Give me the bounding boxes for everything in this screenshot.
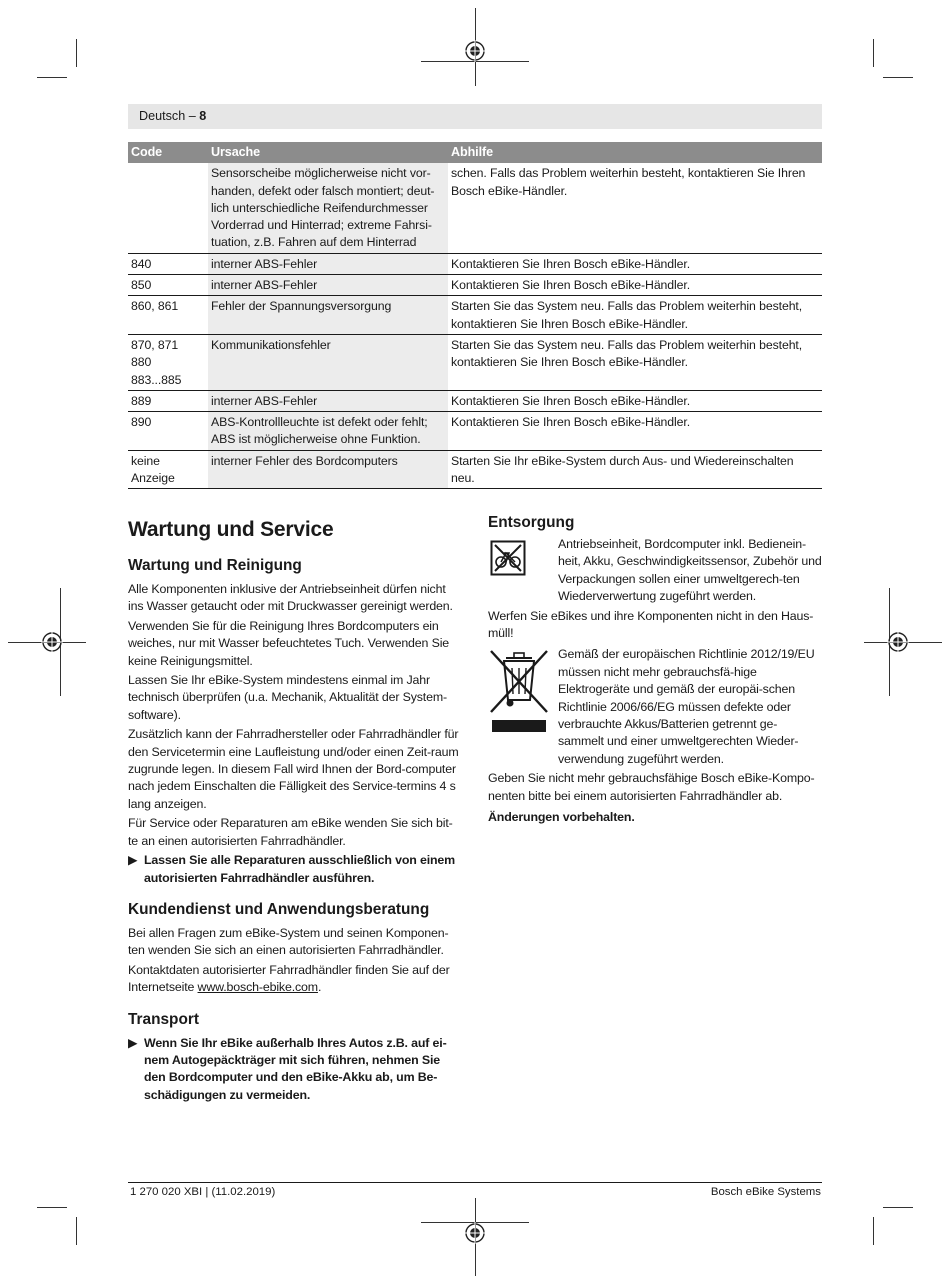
cause-cell: interner ABS-Fehler	[208, 275, 448, 296]
remedy-cell: Starten Sie das System neu. Falls das Problem weiterhin besteht, kontaktieren Sie Ihren Bosch eBike-Händler.	[448, 296, 822, 335]
maintenance-paragraph: Verwenden Sie für die Reinigung Ihres Bordcomputers ein weiches, nur mit Wasser befeuchtetes Tuch. Verwenden Sie keine Reinigungsmittel.	[128, 618, 450, 668]
crop-mark	[37, 1207, 67, 1208]
cause-cell: interner Fehler des Bordcomputers	[208, 450, 448, 489]
cause-cell: Sensorscheibe möglicherweise nicht vor-handen, defekt oder falsch montiert; deut-lich unterschiedliche Reifendurchmesser Vorderrad und Hinterrad; extreme Fahrsi-tuation, z.B. Fahren auf dem Hinterrad	[208, 163, 448, 253]
transport-heading: Transport	[128, 1010, 199, 1028]
crop-mark	[37, 77, 67, 78]
bullet-triangle-icon: ▶	[128, 1035, 138, 1050]
table-row	[128, 450, 822, 489]
cause-cell: ABS-Kontrollleuchte ist defekt oder fehlt; ABS ist möglicherweise ohne Funktion.	[208, 412, 448, 451]
disposal-paragraph: Gemäß der europäischen Richtlinie 2012/19/EU müssen nicht mehr gebrauchsfä-hige Elektrogeräte und gemäß der europäi-schen Richtlinie 2006/66/EG müssen defekte oder verbrauchte Akkus/Batterien getrennt ge-sammelt und einer umweltgerechten Wieder-verwendung zugeführt werden.	[558, 647, 815, 766]
remedy-cell: Kontaktieren Sie Ihren Bosch eBike-Händler.	[448, 412, 822, 451]
right-column	[488, 512, 822, 829]
footer-doc-info: 1 270 020 XBI | (11.02.2019)	[130, 1186, 276, 1198]
disposal-heading: Entsorgung	[488, 514, 575, 531]
customer-service-heading: Kundendienst und Anwendungsberatung	[128, 900, 430, 918]
table-row	[128, 275, 822, 296]
left-column	[128, 512, 462, 1106]
crop-mark	[76, 1217, 77, 1245]
crop-mark	[76, 39, 77, 67]
footer-company: Bosch eBike Systems	[710, 1186, 821, 1198]
code-cell: 890	[128, 412, 208, 451]
maintenance-paragraph: Zusätzlich kann der Fahrradhersteller oder Fahrradhändler für den Servicetermin eine Laufleistung und/oder einen Zeit-raum zugrunde legen. In diesem Fall wird Ihnen der Bord-computer nach jedem Einschalten die Fälligkeit des Service-termins 4 s lang anzeigen.	[128, 727, 459, 811]
table-row	[128, 412, 822, 451]
code-cell	[128, 163, 208, 253]
cause-cell: interner ABS-Fehler	[208, 253, 448, 274]
maintenance-heading: Wartung und Reinigung	[128, 557, 302, 574]
maintenance-paragraph: Alle Komponenten inklusive der Antriebseinheit dürfen nicht ins Wasser getaucht oder mit Druckwasser gereinigt werden.	[128, 582, 453, 614]
recycle-bike-icon	[490, 540, 526, 576]
customer-service-paragraph	[128, 962, 462, 997]
maintenance-paragraph: Für Service oder Reparaturen am eBike wenden Sie sich bit-te an einen autorisierten Fahrradhändler.	[128, 816, 453, 848]
cause-cell: Fehler der Spannungsversorgung	[208, 296, 448, 335]
bullet-triangle-icon: ▶	[128, 853, 138, 868]
registration-mark-icon	[464, 1222, 486, 1244]
remedy-cell: Kontaktieren Sie Ihren Bosch eBike-Händler.	[448, 253, 822, 274]
remedy-cell: Kontaktieren Sie Ihren Bosch eBike-Händler.	[448, 390, 822, 411]
changes-reserved-note: Änderungen vorbehalten.	[488, 810, 635, 825]
customer-service-paragraph: Bei allen Fragen zum eBike-System und seinen Komponen-ten wenden Sie sich an einen autorisierten Fahrradhändler.	[128, 925, 449, 958]
doc-date: (11.02.2019)	[211, 1186, 276, 1198]
error-code-table	[128, 142, 822, 489]
column-header-remedy: Abhilfe	[448, 142, 822, 163]
remedy-cell: Starten Sie Ihr eBike-System durch Aus- und Wiedereinschalten neu.	[448, 450, 822, 489]
contact-text-end: .	[317, 980, 322, 995]
transport-warning-text: Wenn Sie Ihr eBike außerhalb Ihres Autos z.B. auf ei-nem Autogepäckträger mit sich führen, nehmen Sie den Bordcomputer und den eBike-Akku ab, um Be-schädigungen zu vermeiden.	[144, 1035, 447, 1102]
crop-mark	[873, 39, 874, 67]
contact-text: Kontaktdaten autorisierter Fahrradhändler finden Sie auf der Internetseite	[128, 962, 450, 995]
cause-cell: Kommunikationsfehler	[208, 334, 448, 390]
table-row	[128, 334, 822, 390]
table-header-row	[128, 142, 822, 163]
section-title: Wartung und Service	[128, 518, 334, 541]
disposal-paragraph: Geben Sie nicht mehr gebrauchsfähige Bosch eBike-Kompo-nenten bitte bei einem autorisierten Fahrradhändler ab.	[488, 771, 815, 803]
code-cell: 840	[128, 253, 208, 274]
crop-mark	[883, 1207, 913, 1208]
column-header-code: Code	[128, 142, 208, 163]
registration-mark-icon	[464, 40, 486, 62]
crop-mark	[883, 77, 913, 78]
code-cell: 860, 861	[128, 296, 208, 335]
page-header	[128, 104, 822, 129]
maintenance-paragraph: Lassen Sie Ihr eBike-System mindestens einmal im Jahr technisch überprüfen (u.a. Mechanik, Aktualität der System-software).	[128, 673, 447, 722]
table-row	[128, 163, 822, 253]
disposal-weee-block	[488, 646, 822, 768]
disposal-paragraph: Antriebseinheit, Bordcomputer inkl. Bedienein-heit, Akku, Geschwindigkeitssensor, Zubehör und Verpackungen sollen einer umweltgerech-ten Wiederverwertung zugeführt werden.	[558, 537, 822, 604]
doc-number: 1 270 020 XBI	[130, 1186, 203, 1198]
remedy-cell: Kontaktieren Sie Ihren Bosch eBike-Händler.	[448, 275, 822, 296]
cause-cell: interner ABS-Fehler	[208, 390, 448, 411]
disposal-recycling-block	[488, 536, 822, 606]
table-row	[128, 253, 822, 274]
code-cell: 889	[128, 390, 208, 411]
remedy-cell: schen. Falls das Problem weiterhin besteht, kontaktieren Sie Ihren Bosch eBike-Händler.	[448, 163, 822, 253]
transport-warning	[128, 1035, 462, 1105]
registration-mark-icon	[887, 631, 909, 653]
header-separator: –	[188, 109, 196, 123]
crop-mark	[873, 1217, 874, 1245]
code-cell: 850	[128, 275, 208, 296]
table-row	[128, 296, 822, 335]
maintenance-warning	[128, 852, 462, 887]
disposal-paragraph: Werfen Sie eBikes und ihre Komponenten nicht in den Haus-müll!	[488, 608, 814, 641]
header-language: Deutsch	[139, 109, 186, 123]
registration-mark-icon	[41, 631, 63, 653]
page-number: 8	[199, 109, 207, 123]
footer-divider	[128, 1182, 822, 1183]
remedy-cell: Starten Sie das System neu. Falls das Problem weiterhin besteht, kontaktieren Sie Ihren Bosch eBike-Händler.	[448, 334, 822, 390]
website-link[interactable]: www.bosch-ebike.com	[197, 980, 318, 995]
column-header-cause: Ursache	[208, 142, 448, 163]
crossed-bin-icon	[488, 648, 550, 734]
maintenance-warning-text: Lassen Sie alle Reparaturen ausschließlich von einem autorisierten Fahrradhändler ausführen.	[144, 853, 456, 885]
table-row	[128, 390, 822, 411]
code-cell: keine Anzeige	[128, 450, 208, 489]
code-cell: 870, 871 880 883...885	[128, 334, 208, 390]
